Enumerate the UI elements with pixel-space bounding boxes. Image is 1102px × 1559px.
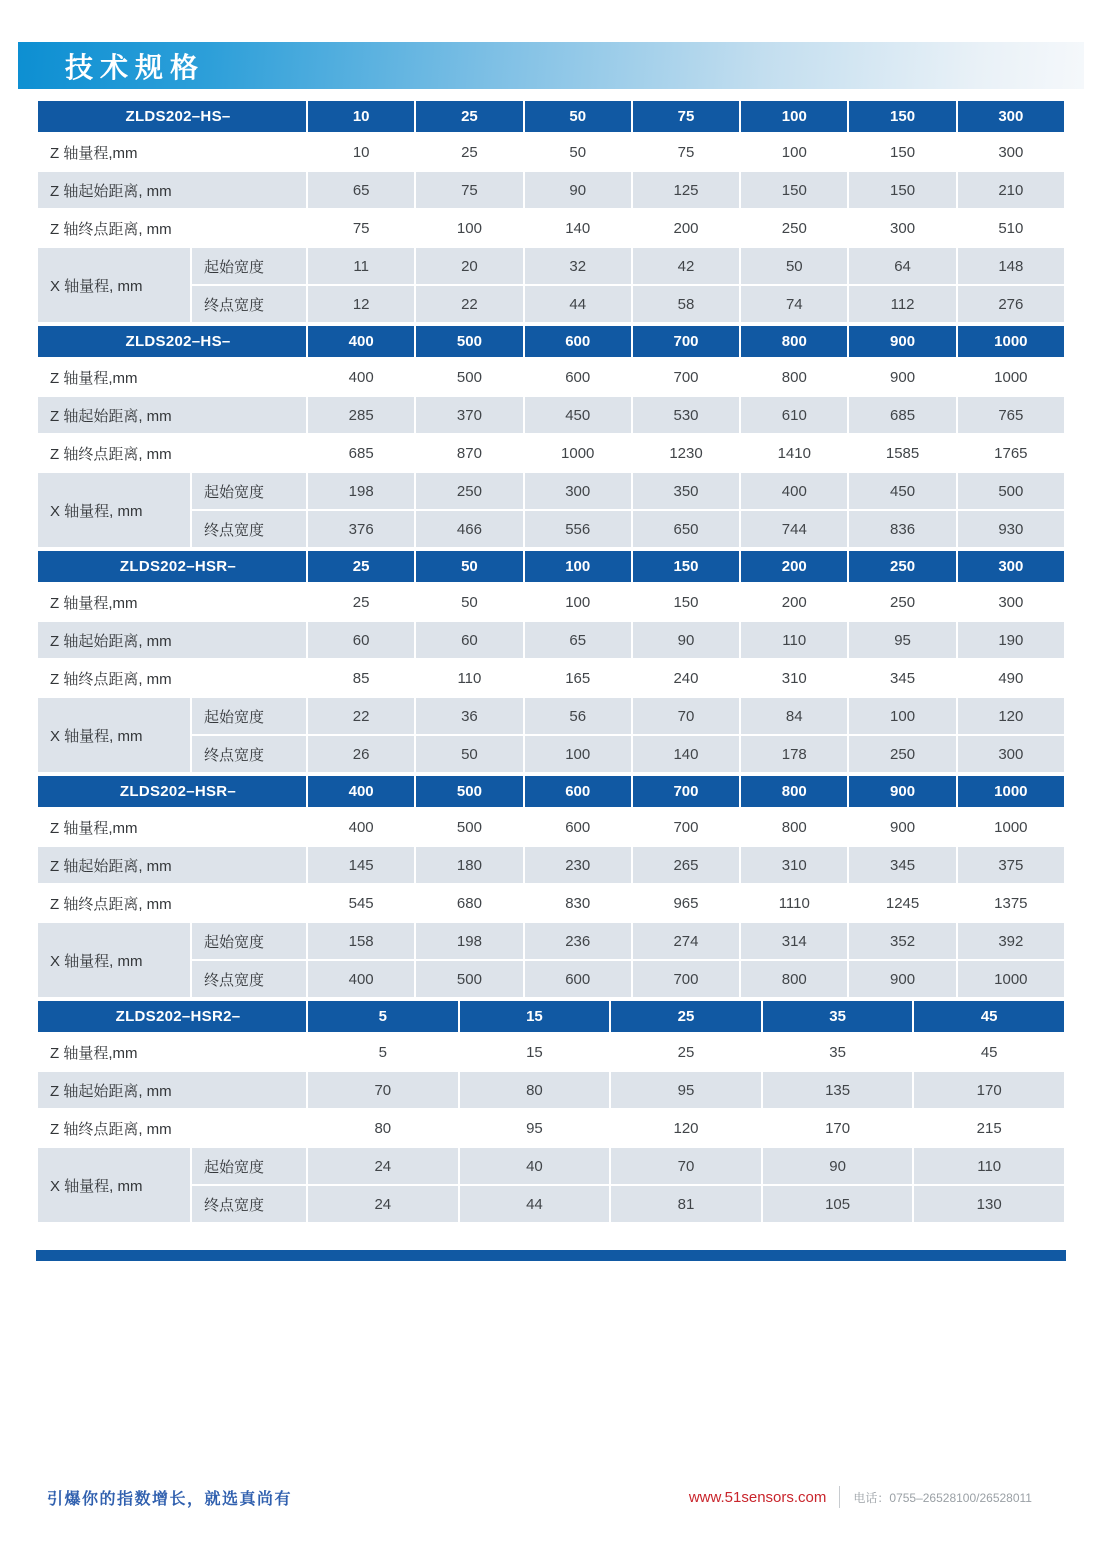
value-cell: 25 xyxy=(415,133,523,171)
value-cell: 11 xyxy=(307,247,415,285)
value-cell: 22 xyxy=(307,697,415,735)
value-cell: 400 xyxy=(740,472,848,510)
value-cell: 25 xyxy=(307,583,415,621)
sub-row-label: 终点宽度 xyxy=(191,1185,307,1223)
value-cell: 12 xyxy=(307,285,415,323)
value-cell: 150 xyxy=(848,133,956,171)
value-cell: 376 xyxy=(307,510,415,548)
value-cell: 870 xyxy=(415,434,523,472)
value-cell: 95 xyxy=(459,1109,611,1147)
value-cell: 100 xyxy=(740,133,848,171)
value-cell: 600 xyxy=(524,960,632,998)
value-cell: 500 xyxy=(957,472,1065,510)
value-cell: 230 xyxy=(524,846,632,884)
table-header-row xyxy=(37,325,1065,358)
value-cell: 466 xyxy=(415,510,523,548)
value-cell: 265 xyxy=(632,846,740,884)
value-cell: 965 xyxy=(632,884,740,922)
table-row xyxy=(37,583,1065,621)
model-label: ZLDS202–HS– xyxy=(37,325,307,358)
value-cell: 81 xyxy=(610,1185,762,1223)
spec-table xyxy=(36,999,1066,1224)
value-cell: 22 xyxy=(415,285,523,323)
value-cell: 1110 xyxy=(740,884,848,922)
value-cell: 1245 xyxy=(848,884,956,922)
row-label: Z 轴量程,mm xyxy=(37,808,307,846)
value-cell: 1000 xyxy=(957,808,1065,846)
value-cell: 110 xyxy=(913,1147,1065,1185)
size-header-cell: 250 xyxy=(848,550,956,583)
value-cell: 148 xyxy=(957,247,1065,285)
value-cell: 75 xyxy=(415,171,523,209)
value-cell: 20 xyxy=(415,247,523,285)
value-cell: 110 xyxy=(740,621,848,659)
size-header-cell: 150 xyxy=(632,550,740,583)
value-cell: 90 xyxy=(762,1147,914,1185)
value-cell: 250 xyxy=(848,583,956,621)
value-cell: 145 xyxy=(307,846,415,884)
size-header-cell: 10 xyxy=(307,100,415,133)
value-cell: 345 xyxy=(848,659,956,697)
value-cell: 44 xyxy=(459,1185,611,1223)
table-row xyxy=(37,1109,1065,1147)
value-cell: 198 xyxy=(307,472,415,510)
value-cell: 500 xyxy=(415,358,523,396)
value-cell: 300 xyxy=(957,133,1065,171)
size-header-cell: 100 xyxy=(524,550,632,583)
row-label: Z 轴起始距离, mm xyxy=(37,621,307,659)
value-cell: 90 xyxy=(524,171,632,209)
table-row xyxy=(37,1185,1065,1223)
value-cell: 100 xyxy=(524,735,632,773)
value-cell: 352 xyxy=(848,922,956,960)
value-cell: 100 xyxy=(848,697,956,735)
value-cell: 135 xyxy=(762,1071,914,1109)
value-cell: 900 xyxy=(848,808,956,846)
value-cell: 158 xyxy=(307,922,415,960)
value-cell: 70 xyxy=(307,1071,459,1109)
table-row xyxy=(37,621,1065,659)
value-cell: 250 xyxy=(740,209,848,247)
value-cell: 130 xyxy=(913,1185,1065,1223)
table-row xyxy=(37,808,1065,846)
size-header-cell: 200 xyxy=(740,550,848,583)
value-cell: 65 xyxy=(307,171,415,209)
value-cell: 112 xyxy=(848,285,956,323)
value-cell: 50 xyxy=(524,133,632,171)
spec-tables-container xyxy=(36,99,1066,1224)
size-header-cell: 700 xyxy=(632,325,740,358)
value-cell: 285 xyxy=(307,396,415,434)
size-header-cell: 500 xyxy=(415,775,523,808)
table-row xyxy=(37,472,1065,510)
value-cell: 44 xyxy=(524,285,632,323)
value-cell: 250 xyxy=(415,472,523,510)
value-cell: 392 xyxy=(957,922,1065,960)
size-header-cell: 400 xyxy=(307,325,415,358)
value-cell: 210 xyxy=(957,171,1065,209)
size-header-cell: 600 xyxy=(524,325,632,358)
size-header-cell: 50 xyxy=(415,550,523,583)
value-cell: 1585 xyxy=(848,434,956,472)
section-banner xyxy=(18,42,1084,89)
size-header-cell: 15 xyxy=(459,1000,611,1033)
footer-divider xyxy=(839,1486,840,1508)
size-header-cell: 600 xyxy=(524,775,632,808)
footer-website-link[interactable]: www.51sensors.com xyxy=(688,1488,827,1506)
value-cell: 300 xyxy=(524,472,632,510)
value-cell: 198 xyxy=(415,922,523,960)
size-header-cell: 5 xyxy=(307,1000,459,1033)
value-cell: 200 xyxy=(740,583,848,621)
value-cell: 236 xyxy=(524,922,632,960)
value-cell: 42 xyxy=(632,247,740,285)
sub-row-label: 终点宽度 xyxy=(191,960,307,998)
value-cell: 120 xyxy=(957,697,1065,735)
value-cell: 170 xyxy=(913,1071,1065,1109)
row-label: Z 轴起始距离, mm xyxy=(37,1071,307,1109)
value-cell: 1410 xyxy=(740,434,848,472)
table-header-row xyxy=(37,550,1065,583)
value-cell: 105 xyxy=(762,1185,914,1223)
value-cell: 800 xyxy=(740,960,848,998)
row-label: Z 轴量程,mm xyxy=(37,358,307,396)
table-row xyxy=(37,171,1065,209)
value-cell: 75 xyxy=(307,209,415,247)
value-cell: 530 xyxy=(632,396,740,434)
value-cell: 685 xyxy=(307,434,415,472)
value-cell: 400 xyxy=(307,808,415,846)
value-cell: 80 xyxy=(307,1109,459,1147)
size-header-cell: 100 xyxy=(740,100,848,133)
value-cell: 836 xyxy=(848,510,956,548)
value-cell: 58 xyxy=(632,285,740,323)
page-title: 技术规格 xyxy=(65,51,206,83)
value-cell: 90 xyxy=(632,621,740,659)
page-footer xyxy=(47,1483,1032,1511)
row-label: Z 轴起始距离, mm xyxy=(37,846,307,884)
value-cell: 556 xyxy=(524,510,632,548)
value-cell: 240 xyxy=(632,659,740,697)
value-cell: 765 xyxy=(957,396,1065,434)
size-header-cell: 25 xyxy=(415,100,523,133)
value-cell: 700 xyxy=(632,960,740,998)
row-label: Z 轴终点距离, mm xyxy=(37,1109,307,1147)
table-row xyxy=(37,209,1065,247)
value-cell: 75 xyxy=(632,133,740,171)
value-cell: 250 xyxy=(848,735,956,773)
value-cell: 50 xyxy=(740,247,848,285)
value-cell: 95 xyxy=(848,621,956,659)
row-label: Z 轴终点距离, mm xyxy=(37,434,307,472)
table-row xyxy=(37,434,1065,472)
table-row xyxy=(37,960,1065,998)
spec-table xyxy=(36,99,1066,324)
value-cell: 350 xyxy=(632,472,740,510)
value-cell: 25 xyxy=(610,1033,762,1071)
value-cell: 744 xyxy=(740,510,848,548)
value-cell: 165 xyxy=(524,659,632,697)
value-cell: 84 xyxy=(740,697,848,735)
x-range-group-label: X 轴量程, mm xyxy=(37,1147,191,1223)
size-header-cell: 50 xyxy=(524,100,632,133)
value-cell: 110 xyxy=(415,659,523,697)
table-header-row xyxy=(37,1000,1065,1033)
value-cell: 500 xyxy=(415,808,523,846)
value-cell: 140 xyxy=(632,735,740,773)
value-cell: 450 xyxy=(848,472,956,510)
value-cell: 680 xyxy=(415,884,523,922)
value-cell: 490 xyxy=(957,659,1065,697)
value-cell: 15 xyxy=(459,1033,611,1071)
value-cell: 700 xyxy=(632,358,740,396)
sub-row-label: 起始宽度 xyxy=(191,697,307,735)
value-cell: 150 xyxy=(848,171,956,209)
value-cell: 95 xyxy=(610,1071,762,1109)
value-cell: 178 xyxy=(740,735,848,773)
size-header-cell: 25 xyxy=(307,550,415,583)
value-cell: 40 xyxy=(459,1147,611,1185)
table-row xyxy=(37,247,1065,285)
row-label: Z 轴量程,mm xyxy=(37,133,307,171)
sub-row-label: 起始宽度 xyxy=(191,472,307,510)
table-row xyxy=(37,1033,1065,1071)
value-cell: 800 xyxy=(740,358,848,396)
x-range-group-label: X 轴量程, mm xyxy=(37,247,191,323)
table-row xyxy=(37,659,1065,697)
value-cell: 310 xyxy=(740,659,848,697)
bottom-divider-bar xyxy=(36,1250,1066,1261)
table-header-row xyxy=(37,775,1065,808)
value-cell: 314 xyxy=(740,922,848,960)
spec-table xyxy=(36,774,1066,999)
size-header-cell: 1000 xyxy=(957,325,1065,358)
size-header-cell: 300 xyxy=(957,100,1065,133)
size-header-cell: 900 xyxy=(848,325,956,358)
value-cell: 70 xyxy=(632,697,740,735)
table-row xyxy=(37,133,1065,171)
footer-slogan: 引爆你的指数增长，就选真尚有 xyxy=(47,1490,293,1508)
table-header-row xyxy=(37,100,1065,133)
value-cell: 70 xyxy=(610,1147,762,1185)
table-row xyxy=(37,510,1065,548)
value-cell: 700 xyxy=(632,808,740,846)
table-row xyxy=(37,396,1065,434)
value-cell: 50 xyxy=(415,735,523,773)
x-range-group-label: X 轴量程, mm xyxy=(37,472,191,548)
value-cell: 215 xyxy=(913,1109,1065,1147)
value-cell: 900 xyxy=(848,358,956,396)
size-header-cell: 150 xyxy=(848,100,956,133)
value-cell: 36 xyxy=(415,697,523,735)
value-cell: 685 xyxy=(848,396,956,434)
sub-row-label: 起始宽度 xyxy=(191,922,307,960)
value-cell: 545 xyxy=(307,884,415,922)
value-cell: 300 xyxy=(957,583,1065,621)
value-cell: 85 xyxy=(307,659,415,697)
model-label: ZLDS202–HSR– xyxy=(37,775,307,808)
value-cell: 125 xyxy=(632,171,740,209)
size-header-cell: 500 xyxy=(415,325,523,358)
table-row xyxy=(37,1071,1065,1109)
model-label: ZLDS202–HSR– xyxy=(37,550,307,583)
size-header-cell: 45 xyxy=(913,1000,1065,1033)
value-cell: 300 xyxy=(957,735,1065,773)
value-cell: 65 xyxy=(524,621,632,659)
value-cell: 26 xyxy=(307,735,415,773)
sub-row-label: 终点宽度 xyxy=(191,510,307,548)
value-cell: 120 xyxy=(610,1109,762,1147)
value-cell: 1765 xyxy=(957,434,1065,472)
table-row xyxy=(37,358,1065,396)
table-row xyxy=(37,846,1065,884)
value-cell: 45 xyxy=(913,1033,1065,1071)
value-cell: 180 xyxy=(415,846,523,884)
size-header-cell: 75 xyxy=(632,100,740,133)
value-cell: 370 xyxy=(415,396,523,434)
value-cell: 200 xyxy=(632,209,740,247)
table-row xyxy=(37,735,1065,773)
size-header-cell: 300 xyxy=(957,550,1065,583)
row-label: Z 轴终点距离, mm xyxy=(37,659,307,697)
value-cell: 510 xyxy=(957,209,1065,247)
value-cell: 345 xyxy=(848,846,956,884)
size-header-cell: 800 xyxy=(740,775,848,808)
value-cell: 190 xyxy=(957,621,1065,659)
row-label: Z 轴起始距离, mm xyxy=(37,396,307,434)
table-row xyxy=(37,1147,1065,1185)
footer-contact xyxy=(689,1486,1032,1508)
model-label: ZLDS202–HSR2– xyxy=(37,1000,307,1033)
value-cell: 800 xyxy=(740,808,848,846)
value-cell: 150 xyxy=(740,171,848,209)
value-cell: 400 xyxy=(307,960,415,998)
row-label: Z 轴终点距离, mm xyxy=(37,884,307,922)
value-cell: 1000 xyxy=(524,434,632,472)
value-cell: 1375 xyxy=(957,884,1065,922)
size-header-cell: 1000 xyxy=(957,775,1065,808)
footer-phone: 电话：0755–26528100/26528011 xyxy=(853,1490,1032,1505)
value-cell: 610 xyxy=(740,396,848,434)
spec-table xyxy=(36,549,1066,774)
sub-row-label: 起始宽度 xyxy=(191,1147,307,1185)
sub-row-label: 起始宽度 xyxy=(191,247,307,285)
value-cell: 830 xyxy=(524,884,632,922)
row-label: Z 轴量程,mm xyxy=(37,1033,307,1071)
value-cell: 150 xyxy=(632,583,740,621)
value-cell: 900 xyxy=(848,960,956,998)
value-cell: 1230 xyxy=(632,434,740,472)
spec-table xyxy=(36,324,1066,549)
row-label: Z 轴终点距离, mm xyxy=(37,209,307,247)
value-cell: 600 xyxy=(524,808,632,846)
value-cell: 1000 xyxy=(957,358,1065,396)
size-header-cell: 400 xyxy=(307,775,415,808)
value-cell: 100 xyxy=(524,583,632,621)
value-cell: 1000 xyxy=(957,960,1065,998)
value-cell: 35 xyxy=(762,1033,914,1071)
row-label: Z 轴量程,mm xyxy=(37,583,307,621)
value-cell: 60 xyxy=(307,621,415,659)
value-cell: 276 xyxy=(957,285,1065,323)
sub-row-label: 终点宽度 xyxy=(191,285,307,323)
value-cell: 450 xyxy=(524,396,632,434)
value-cell: 80 xyxy=(459,1071,611,1109)
value-cell: 64 xyxy=(848,247,956,285)
table-row xyxy=(37,884,1065,922)
value-cell: 310 xyxy=(740,846,848,884)
model-label: ZLDS202–HS– xyxy=(37,100,307,133)
value-cell: 300 xyxy=(848,209,956,247)
size-header-cell: 700 xyxy=(632,775,740,808)
x-range-group-label: X 轴量程, mm xyxy=(37,922,191,998)
value-cell: 5 xyxy=(307,1033,459,1071)
table-row xyxy=(37,697,1065,735)
value-cell: 140 xyxy=(524,209,632,247)
value-cell: 74 xyxy=(740,285,848,323)
value-cell: 600 xyxy=(524,358,632,396)
size-header-cell: 800 xyxy=(740,325,848,358)
value-cell: 32 xyxy=(524,247,632,285)
x-range-group-label: X 轴量程, mm xyxy=(37,697,191,773)
value-cell: 375 xyxy=(957,846,1065,884)
sub-row-label: 终点宽度 xyxy=(191,735,307,773)
value-cell: 100 xyxy=(415,209,523,247)
value-cell: 650 xyxy=(632,510,740,548)
value-cell: 60 xyxy=(415,621,523,659)
size-header-cell: 25 xyxy=(610,1000,762,1033)
size-header-cell: 35 xyxy=(762,1000,914,1033)
size-header-cell: 900 xyxy=(848,775,956,808)
value-cell: 500 xyxy=(415,960,523,998)
value-cell: 24 xyxy=(307,1185,459,1223)
value-cell: 170 xyxy=(762,1109,914,1147)
table-row xyxy=(37,922,1065,960)
value-cell: 56 xyxy=(524,697,632,735)
value-cell: 10 xyxy=(307,133,415,171)
value-cell: 400 xyxy=(307,358,415,396)
value-cell: 930 xyxy=(957,510,1065,548)
value-cell: 274 xyxy=(632,922,740,960)
value-cell: 24 xyxy=(307,1147,459,1185)
row-label: Z 轴起始距离, mm xyxy=(37,171,307,209)
table-row xyxy=(37,285,1065,323)
value-cell: 50 xyxy=(415,583,523,621)
